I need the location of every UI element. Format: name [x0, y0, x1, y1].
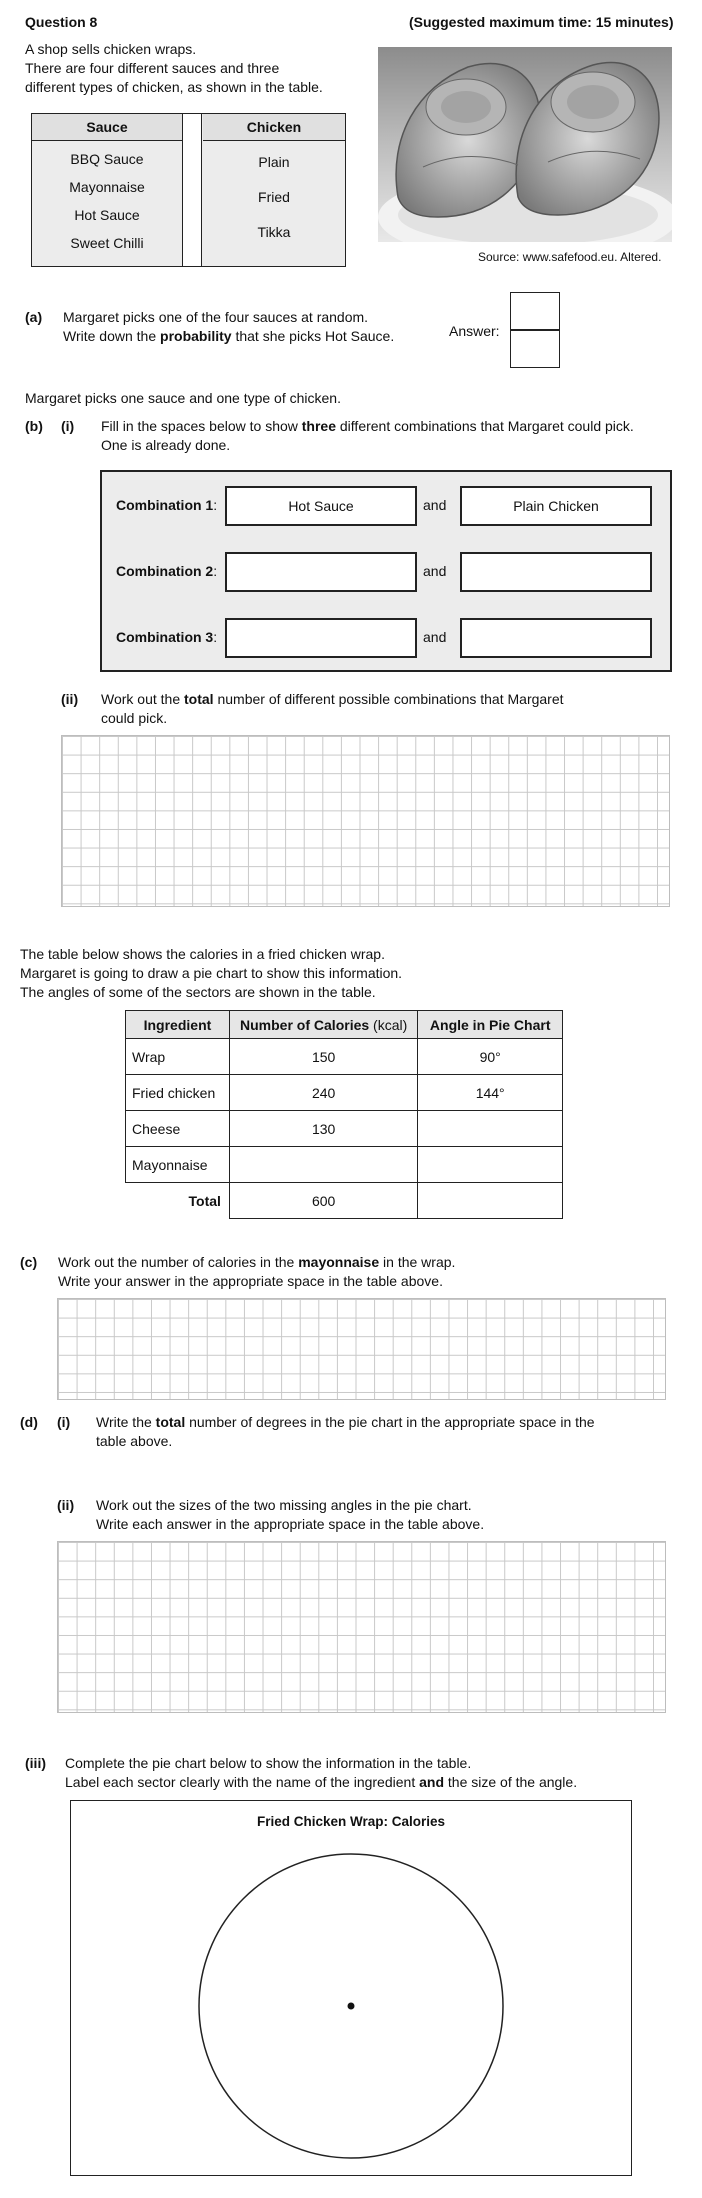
part-d-label: (d) [20, 1414, 38, 1430]
part-a-line-1: Margaret picks one of the four sauces at random. [63, 309, 369, 325]
calories-intro-1: The table below shows the calories in a fried chicken wrap. [20, 946, 385, 962]
menu-table [31, 113, 346, 267]
sauce-item: BBQ Sauce [70, 151, 144, 167]
pie-chart-title: Fried Chicken Wrap: Calories [256, 1814, 446, 1829]
intro-line-1: A shop sells chicken wraps. [25, 41, 197, 57]
combo-1-label: Combination 1: [116, 497, 218, 513]
question-number: Question 8 [25, 14, 98, 30]
sauce-item: Mayonnaise [69, 179, 145, 195]
combo-1-and: and [423, 497, 447, 513]
part-c-line-1: Work out the number of calories in the mayonnaise in the wrap. [58, 1254, 456, 1270]
fraction-line [511, 329, 559, 331]
table-row [126, 1039, 563, 1075]
angle-cell: 90° [418, 1039, 563, 1075]
header-calories: Number of Calories (kcal) [229, 1011, 417, 1039]
combo-2-chicken-field[interactable] [460, 552, 652, 592]
part-d-i-line-1: Write the total number of degrees in the pie chart in the appropriate space in the [96, 1414, 595, 1430]
combo-3-sauce-field[interactable] [225, 618, 417, 658]
part-b-i-line-2: One is already done. [101, 437, 231, 453]
calories-cell: 130 [229, 1111, 417, 1147]
calories-intro-3: The angles of some of the sectors are shown in the table. [20, 984, 376, 1000]
combinations-panel [100, 470, 672, 672]
chicken-item: Fried [258, 189, 290, 205]
table-row [126, 1075, 563, 1111]
combo-2-and: and [423, 563, 447, 579]
working-grid-b-ii[interactable] [61, 735, 670, 907]
combo-1-chicken-field[interactable]: Plain Chicken [460, 486, 652, 526]
total-angle-cell[interactable] [418, 1183, 563, 1219]
part-c-label: (c) [20, 1254, 38, 1270]
answer-label: Answer: [449, 323, 500, 339]
working-grid-c[interactable] [57, 1298, 666, 1400]
photo-source: Source: www.safefood.eu. Altered. [478, 250, 662, 264]
ingredient-cell: Wrap [126, 1039, 230, 1075]
combo-3-label: Combination 3: [116, 629, 218, 645]
table-row [126, 1111, 563, 1147]
total-row [126, 1183, 563, 1219]
calories-answer-cell[interactable] [229, 1147, 417, 1183]
part-d-ii-label: (ii) [57, 1497, 75, 1513]
part-d-i-line-2: table above. [96, 1433, 173, 1449]
probability-answer-box[interactable] [510, 292, 560, 368]
chicken-header: Chicken [203, 114, 345, 141]
ingredient-cell: Fried chicken [126, 1075, 230, 1111]
part-d-iii-line-1: Complete the pie chart below to show the information in the table. [65, 1755, 472, 1771]
part-d-ii-line-2: Write each answer in the appropriate space in the table above. [96, 1516, 485, 1532]
part-b-label: (b) [25, 418, 43, 434]
calories-intro-2: Margaret is going to draw a pie chart to show this information. [20, 965, 403, 981]
calories-table [125, 1010, 563, 1219]
angle-cell: 144° [418, 1075, 563, 1111]
part-d-iii-label: (iii) [25, 1755, 46, 1771]
ingredient-cell: Cheese [126, 1111, 230, 1147]
part-b-ii-label: (ii) [61, 691, 79, 707]
combo-3-and: and [423, 629, 447, 645]
chicken-item: Tikka [257, 224, 291, 240]
part-b-intro: Margaret picks one sauce and one type of chicken. [25, 390, 341, 406]
part-a-line-2: Write down the probability that she picks Hot Sauce. [63, 328, 395, 344]
combo-2-sauce-field[interactable] [225, 552, 417, 592]
header-angle: Angle in Pie Chart [418, 1011, 563, 1039]
calories-cell: 150 [229, 1039, 417, 1075]
part-b-ii-line-2: could pick. [101, 710, 168, 726]
ingredient-cell: Mayonnaise [126, 1147, 230, 1183]
combo-2-label: Combination 2: [116, 563, 218, 579]
part-b-ii-line-1: Work out the total number of different possible combinations that Margaret [101, 691, 564, 707]
part-d-i-label: (i) [57, 1414, 71, 1430]
calories-cell: 240 [229, 1075, 417, 1111]
angle-answer-cell[interactable] [418, 1111, 563, 1147]
suggested-time: (Suggested maximum time: 15 minutes) [409, 14, 674, 30]
chicken-item: Plain [258, 154, 290, 170]
sauce-header: Sauce [32, 114, 182, 141]
combo-1-sauce-field[interactable]: Hot Sauce [225, 486, 417, 526]
part-b-i-line-1: Fill in the spaces below to show three different combinations that Margaret could pick. [101, 418, 634, 434]
part-a-label: (a) [25, 309, 43, 325]
pie-centre-dot [348, 2003, 355, 2010]
pie-chart-frame [70, 1800, 632, 2176]
part-d-iii-line-2: Label each sector clearly with the name of the ingredient and the size of the angle. [65, 1774, 578, 1790]
table-row [126, 1147, 563, 1183]
part-b-i-label: (i) [61, 418, 75, 434]
intro-line-2: There are four different sauces and three [25, 60, 280, 76]
chicken-wrap-photo [378, 47, 672, 242]
table-gap [183, 114, 202, 266]
part-d-ii-line-1: Work out the sizes of the two missing angles in the pie chart. [96, 1497, 472, 1513]
header-ingredient: Ingredient [126, 1011, 230, 1039]
sauce-item: Hot Sauce [74, 207, 140, 223]
part-c-line-2: Write your answer in the appropriate space in the table above. [58, 1273, 443, 1289]
working-grid-d-ii[interactable] [57, 1541, 666, 1713]
angle-answer-cell[interactable] [418, 1147, 563, 1183]
combo-3-chicken-field[interactable] [460, 618, 652, 658]
intro-line-3: different types of chicken, as shown in the table. [25, 79, 323, 95]
sauce-item: Sweet Chilli [70, 235, 144, 251]
total-calories-cell: 600 [229, 1183, 417, 1219]
pie-chart-canvas[interactable] [71, 1801, 631, 2175]
total-label: Total [126, 1183, 230, 1219]
